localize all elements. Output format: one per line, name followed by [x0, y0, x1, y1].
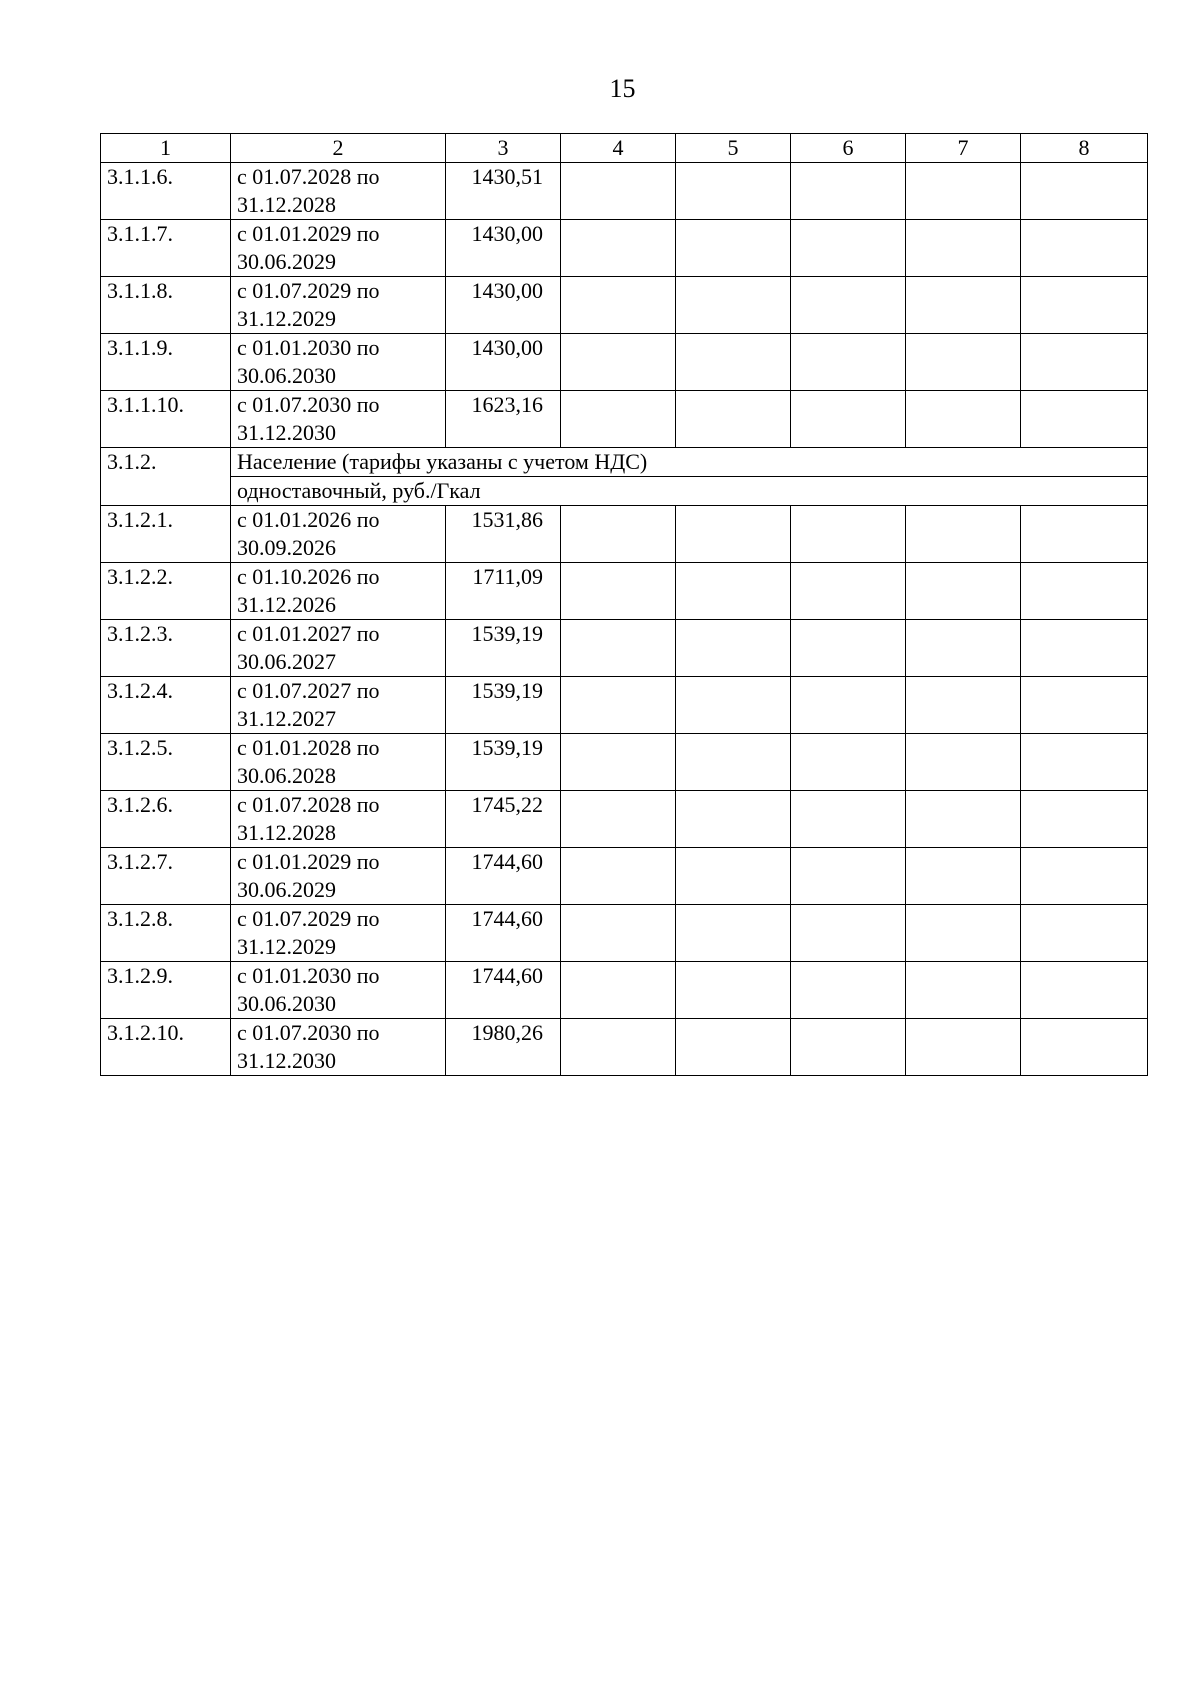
tariff-value: 1539,19	[446, 620, 561, 677]
empty-cell-col-7	[906, 791, 1021, 848]
period-start: с 01.01.2030 по	[237, 335, 380, 360]
period-cell	[231, 905, 446, 962]
column-header-3: 3	[446, 134, 561, 163]
period-cell	[231, 677, 446, 734]
empty-cell-col-5	[676, 905, 791, 962]
period-end: 31.12.2030	[237, 1048, 336, 1073]
empty-cell-col-4	[561, 620, 676, 677]
empty-cell-col-4	[561, 791, 676, 848]
tariff-value: 1744,60	[446, 905, 561, 962]
period-start: с 01.07.2027 по	[237, 678, 380, 703]
period-start: с 01.01.2026 по	[237, 507, 380, 532]
table-body	[101, 163, 1148, 1076]
row-number: 3.1.2.3.	[101, 620, 231, 677]
column-header-1: 1	[101, 134, 231, 163]
table-row	[101, 734, 1148, 791]
empty-cell-col-6	[791, 620, 906, 677]
empty-cell-col-6	[791, 163, 906, 220]
tariff-value: 1531,86	[446, 506, 561, 563]
empty-cell-col-7	[906, 905, 1021, 962]
period-start: с 01.01.2028 по	[237, 735, 380, 760]
table-row	[101, 391, 1148, 448]
period-cell	[231, 506, 446, 563]
empty-cell-col-7	[906, 620, 1021, 677]
period-end: 30.06.2029	[237, 877, 336, 902]
tariff-value: 1623,16	[446, 391, 561, 448]
table-row	[101, 962, 1148, 1019]
empty-cell-col-6	[791, 848, 906, 905]
row-number: 3.1.1.9.	[101, 334, 231, 391]
table-row	[101, 791, 1148, 848]
row-number: 3.1.2.10.	[101, 1019, 231, 1076]
row-number: 3.1.2.5.	[101, 734, 231, 791]
period-start: с 01.01.2027 по	[237, 621, 380, 646]
table-row	[101, 848, 1148, 905]
period-end: 30.09.2026	[237, 535, 336, 560]
period-end: 31.12.2030	[237, 420, 336, 445]
empty-cell-col-5	[676, 563, 791, 620]
period-start: с 01.07.2029 по	[237, 278, 380, 303]
table-row	[101, 334, 1148, 391]
empty-cell-col-8	[1021, 277, 1148, 334]
period-cell	[231, 791, 446, 848]
period-start: с 01.10.2026 по	[237, 564, 380, 589]
row-number: 3.1.2.1.	[101, 506, 231, 563]
empty-cell-col-7	[906, 391, 1021, 448]
period-start: с 01.07.2028 по	[237, 164, 380, 189]
period-end: 30.06.2028	[237, 763, 336, 788]
tariff-value: 1711,09	[446, 563, 561, 620]
period-start: с 01.07.2029 по	[237, 906, 380, 931]
column-header-2: 2	[231, 134, 446, 163]
empty-cell-col-4	[561, 563, 676, 620]
empty-cell-col-5	[676, 1019, 791, 1076]
table-row	[101, 506, 1148, 563]
period-end: 31.12.2028	[237, 820, 336, 845]
empty-cell-col-7	[906, 734, 1021, 791]
period-cell	[231, 163, 446, 220]
empty-cell-col-6	[791, 220, 906, 277]
period-cell	[231, 1019, 446, 1076]
empty-cell-col-7	[906, 1019, 1021, 1076]
section-subtitle: одноставочный, руб./Гкал	[231, 477, 1148, 506]
empty-cell-col-4	[561, 163, 676, 220]
table-row	[101, 1019, 1148, 1076]
empty-cell-col-5	[676, 163, 791, 220]
empty-cell-col-4	[561, 334, 676, 391]
empty-cell-col-5	[676, 791, 791, 848]
empty-cell-col-4	[561, 391, 676, 448]
empty-cell-col-7	[906, 163, 1021, 220]
row-number: 3.1.2.6.	[101, 791, 231, 848]
period-end: 31.12.2028	[237, 192, 336, 217]
empty-cell-col-8	[1021, 391, 1148, 448]
empty-cell-col-7	[906, 334, 1021, 391]
section-row	[101, 448, 1148, 477]
empty-cell-col-5	[676, 220, 791, 277]
empty-cell-col-8	[1021, 905, 1148, 962]
period-start: с 01.01.2029 по	[237, 849, 380, 874]
period-cell	[231, 620, 446, 677]
period-start: с 01.07.2028 по	[237, 792, 380, 817]
column-header-7: 7	[906, 134, 1021, 163]
column-header-8: 8	[1021, 134, 1148, 163]
empty-cell-col-5	[676, 848, 791, 905]
period-end: 31.12.2027	[237, 706, 336, 731]
tariff-value: 1430,00	[446, 277, 561, 334]
tariff-value: 1980,26	[446, 1019, 561, 1076]
empty-cell-col-6	[791, 277, 906, 334]
period-cell	[231, 220, 446, 277]
tariff-value: 1430,00	[446, 334, 561, 391]
column-header-5: 5	[676, 134, 791, 163]
tariff-value: 1744,60	[446, 848, 561, 905]
empty-cell-col-7	[906, 962, 1021, 1019]
table-row	[101, 563, 1148, 620]
period-start: с 01.07.2030 по	[237, 392, 380, 417]
empty-cell-col-8	[1021, 962, 1148, 1019]
period-cell	[231, 334, 446, 391]
empty-cell-col-4	[561, 506, 676, 563]
period-cell	[231, 563, 446, 620]
row-number: 3.1.1.6.	[101, 163, 231, 220]
empty-cell-col-5	[676, 677, 791, 734]
empty-cell-col-8	[1021, 677, 1148, 734]
empty-cell-col-8	[1021, 1019, 1148, 1076]
empty-cell-col-6	[791, 962, 906, 1019]
table-row	[101, 620, 1148, 677]
empty-cell-col-4	[561, 677, 676, 734]
section-number: 3.1.2.	[101, 448, 231, 506]
empty-cell-col-5	[676, 334, 791, 391]
empty-cell-col-7	[906, 677, 1021, 734]
empty-cell-col-5	[676, 277, 791, 334]
page-number: 15	[609, 74, 636, 103]
period-start: с 01.01.2030 по	[237, 963, 380, 988]
empty-cell-col-7	[906, 848, 1021, 905]
empty-cell-col-8	[1021, 506, 1148, 563]
empty-cell-col-8	[1021, 734, 1148, 791]
period-start: с 01.01.2029 по	[237, 221, 380, 246]
section-title: Население (тарифы указаны с учетом НДС)	[231, 448, 1148, 477]
period-cell	[231, 848, 446, 905]
tariff-value: 1539,19	[446, 734, 561, 791]
empty-cell-col-4	[561, 1019, 676, 1076]
table-row	[101, 163, 1148, 220]
empty-cell-col-8	[1021, 163, 1148, 220]
empty-cell-col-8	[1021, 848, 1148, 905]
row-number: 3.1.1.10.	[101, 391, 231, 448]
table-row	[101, 220, 1148, 277]
empty-cell-col-6	[791, 791, 906, 848]
empty-cell-col-4	[561, 277, 676, 334]
empty-cell-col-7	[906, 220, 1021, 277]
empty-cell-col-8	[1021, 791, 1148, 848]
empty-cell-col-7	[906, 506, 1021, 563]
section-subtitle-row	[101, 477, 1148, 506]
table-row	[101, 905, 1148, 962]
period-cell	[231, 962, 446, 1019]
header-row	[101, 134, 1148, 163]
period-start: с 01.07.2030 по	[237, 1020, 380, 1045]
empty-cell-col-6	[791, 677, 906, 734]
empty-cell-col-6	[791, 1019, 906, 1076]
empty-cell-col-5	[676, 734, 791, 791]
empty-cell-col-6	[791, 734, 906, 791]
empty-cell-col-4	[561, 220, 676, 277]
period-cell	[231, 391, 446, 448]
row-number: 3.1.2.2.	[101, 563, 231, 620]
empty-cell-col-6	[791, 506, 906, 563]
empty-cell-col-4	[561, 848, 676, 905]
period-cell	[231, 277, 446, 334]
empty-cell-col-4	[561, 962, 676, 1019]
empty-cell-col-5	[676, 506, 791, 563]
empty-cell-col-8	[1021, 334, 1148, 391]
empty-cell-col-6	[791, 334, 906, 391]
period-end: 31.12.2029	[237, 934, 336, 959]
empty-cell-col-5	[676, 620, 791, 677]
tariff-value: 1430,51	[446, 163, 561, 220]
column-header-6: 6	[791, 134, 906, 163]
row-number: 3.1.2.9.	[101, 962, 231, 1019]
period-end: 30.06.2030	[237, 363, 336, 388]
period-end: 31.12.2026	[237, 592, 336, 617]
table-header	[101, 134, 1148, 163]
empty-cell-col-5	[676, 391, 791, 448]
table-row	[101, 677, 1148, 734]
tariff-value: 1745,22	[446, 791, 561, 848]
tariff-value: 1430,00	[446, 220, 561, 277]
tariff-table	[100, 133, 1148, 1076]
row-number: 3.1.2.7.	[101, 848, 231, 905]
empty-cell-col-6	[791, 905, 906, 962]
empty-cell-col-7	[906, 277, 1021, 334]
row-number: 3.1.2.8.	[101, 905, 231, 962]
period-end: 30.06.2030	[237, 991, 336, 1016]
empty-cell-col-4	[561, 905, 676, 962]
row-number: 3.1.1.8.	[101, 277, 231, 334]
column-header-4: 4	[561, 134, 676, 163]
period-end: 30.06.2029	[237, 249, 336, 274]
tariff-value: 1744,60	[446, 962, 561, 1019]
row-number: 3.1.1.7.	[101, 220, 231, 277]
empty-cell-col-8	[1021, 220, 1148, 277]
empty-cell-col-8	[1021, 620, 1148, 677]
empty-cell-col-7	[906, 563, 1021, 620]
tariff-value: 1539,19	[446, 677, 561, 734]
table-row	[101, 277, 1148, 334]
empty-cell-col-4	[561, 734, 676, 791]
period-cell	[231, 734, 446, 791]
period-end: 30.06.2027	[237, 649, 336, 674]
row-number: 3.1.2.4.	[101, 677, 231, 734]
empty-cell-col-8	[1021, 563, 1148, 620]
empty-cell-col-6	[791, 391, 906, 448]
empty-cell-col-6	[791, 563, 906, 620]
period-end: 31.12.2029	[237, 306, 336, 331]
empty-cell-col-5	[676, 962, 791, 1019]
